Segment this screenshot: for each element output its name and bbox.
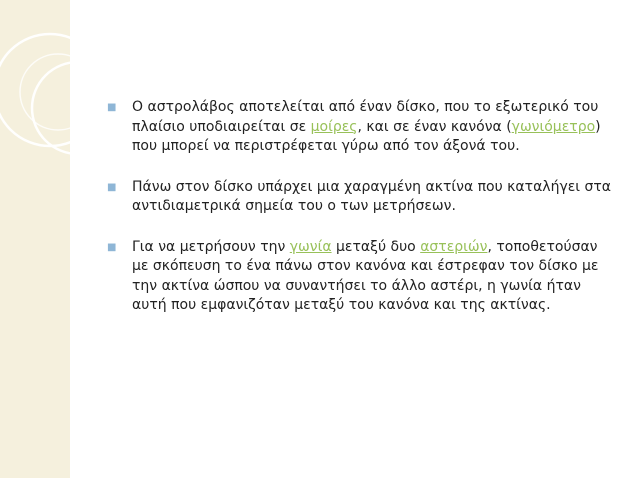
bullet-text: Για να μετρήσουν την: [132, 238, 290, 255]
hyperlink[interactable]: γωνία: [289, 238, 332, 255]
bullet-item: [106, 238, 616, 316]
bullet-marker-icon: ■: [107, 102, 117, 113]
bullet-text: ) που μπορεί να περιστρέφεται γύρω από τον άξονά του.: [132, 118, 601, 154]
hyperlink[interactable]: μοίρες: [310, 118, 358, 135]
bullet-text: μεταξύ δυο: [331, 238, 421, 255]
bullet-text: Ο αστρολάβος αποτελείται από έναν δίσκο, που το εξωτερικό του πλαίσιο υποδιαιρείται σε: [132, 99, 599, 135]
decorative-ring-inner: [32, 62, 110, 154]
bullet-text: , τοποθετούσαν με σκόπευση το ένα πάνω στον κανόνα και έστρεφαν τον δίσκο με την ακτίνα ώσπου να συναντήσει το άλλο αστέρι, η γωνία ήταν αυτή που εμφανιζόταν μεταξύ του κανόνα και της ακτίνας.: [132, 238, 599, 313]
bullet-text: Πάνω στον δίσκο υπάρχει μια χαραγμένη ακτίνα που καταλήγει στα αντιδιαμετρικά σημεία του ο των μετρήσεων.: [132, 178, 612, 214]
bullet-text: , και σε έναν κανόνα (: [357, 118, 512, 135]
bullet-marker-icon: ■: [107, 241, 117, 253]
bullet-item: [106, 98, 616, 157]
hyperlink[interactable]: αστεριών: [420, 238, 488, 255]
hyperlink[interactable]: γωνιόμετρο: [511, 118, 596, 135]
bullet-item: [106, 178, 616, 217]
bullet-list: [106, 98, 616, 316]
decorative-rings: [0, 0, 110, 260]
bullet-marker-icon: ■: [107, 181, 117, 193]
